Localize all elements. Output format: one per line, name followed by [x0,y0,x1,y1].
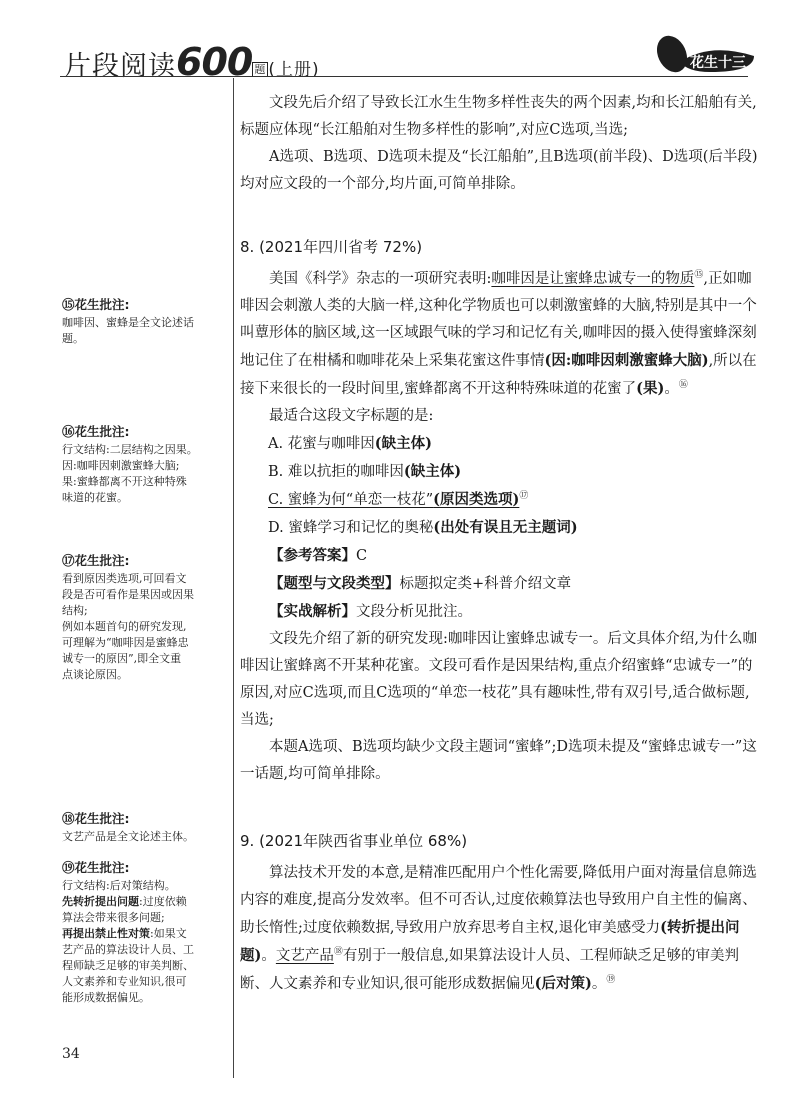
note-ref-17: ⑰ [519,491,529,502]
q8-analysis-p1: 文段先介绍了新的研究发现:咖啡因让蜜蜂忠诚专一。后文具体介绍,为什么咖啡因让蜜蜂离不开某种花蜜。文段可看作是因果结构,重点介绍蜜蜂“忠诚专一”的原因,对应C选项,而且C选项的“单恋一枝花”具有趣味性,带有双引号,适合做标题,当选; [240,631,757,728]
note-title: ⑮花生批注: [62,297,130,312]
type-value: 标题拟定类+科普介绍文章 [399,576,572,592]
q8-answer [240,542,758,570]
answer-label: 【参考答案】 [269,547,356,564]
q8-type [240,570,758,598]
prev-analysis-p2: A选项、B选项、D选项未提及“长江船舶”,且B选项(前半段)、D选项(后半段)均对应文段的一个部分,均片面,可简单排除。 [240,149,758,192]
q8-passage [240,266,758,403]
option-note: (缺主体) [403,463,462,480]
q9-key-term: 文艺产品 [275,948,334,964]
q9-passage-mid: 。 [261,948,276,964]
note-line-bold: 先转折提出问题 [62,895,139,908]
column-divider [233,78,234,1078]
q9-countermeasure-note: (后对策) [534,975,592,992]
note-line-text: 结构; [62,604,88,617]
note-title: ⑰花生批注: [62,553,130,568]
q8-question: 最适合这段文字标题的是: [269,408,434,424]
note-title: ⑯花生批注: [62,424,130,439]
q8-option [240,514,758,542]
note-line-text: 点谈论原因。 [62,668,128,681]
note-line [62,474,222,490]
note-line-text: 人文素养和专业知识,很可 [62,975,187,988]
note-line [62,942,222,958]
sidebar-note-17 [62,553,222,683]
title-char: 题 [254,63,267,76]
note-line-text: 咖啡因、蜜蜂是全文论述话 [62,316,194,329]
q9-problem-note: (转折提出问题) [240,919,740,964]
q8-option [240,430,758,458]
q8-passage-end: 。 [664,381,679,397]
note-line-bold: 再提出禁止性对策 [62,927,150,940]
title-suffix: (上册) [268,60,320,80]
q8-options [240,430,758,542]
option-label: A. 花蜜与咖啡因 [268,436,375,452]
note-line-text: 段是否可看作是果因或因果 [62,588,194,601]
note-title: ⑲花生批注: [62,860,130,875]
title-prefix: 片段阅读 [64,51,176,82]
note-line-text: 看到原因类选项,可回看文 [62,572,187,585]
q8-effect-note: (果) [636,380,665,397]
type-label: 【题型与文段类型】 [269,575,400,592]
note-ref-18: ⑱ [333,947,343,958]
note-line-text: 行文结构:后对策结构。 [62,879,176,892]
note-line [62,894,222,910]
q8-passage-start: 美国《科学》杂志的一项研究表明: [269,271,492,287]
note-line [62,651,222,667]
note-line-text: 可理解为“咖啡因是蜜蜂忠 [62,636,189,649]
note-line [62,315,222,331]
sidebar-note-16 [62,424,222,506]
note-line [62,619,222,635]
note-line [62,926,222,942]
logo-peanut-shape [651,31,692,76]
note-line [62,458,222,474]
question-9 [240,828,758,998]
prev-analysis-p1: 文段先后介绍了导致长江水生生物多样性丧失的两个因素,均和长江船舶有关,标题应体现“长江船舶对生物多样性的影响”,对应C选项,当选; [240,95,757,138]
q9-passage-mid2: 有别于一般信息,如果算法设计人员、工程师缺乏足够的审美判断、人文素养和专业知识,很可能形成数据偏见 [240,948,739,992]
note-line-text: 艺产品的算法设计人员、工 [62,943,194,956]
note-line-text: 例如本题首句的研究发现, [62,620,187,633]
q9-passage [240,860,758,998]
note-line [62,571,222,587]
note-line [62,910,222,926]
note-line [62,587,222,603]
note-line-text: 诚专一的原因”,即全文重 [62,652,182,665]
note-line [62,603,222,619]
option-label: C. 蜜蜂为何“单恋一枝花” [268,492,434,508]
page-header [0,0,800,84]
prev-analysis [240,90,758,198]
book-title [64,40,320,84]
note-line [62,490,222,506]
note-title: ⑱花生批注: [62,811,130,826]
note-line-text: :过度依赖 [139,895,187,908]
note-ref-15: ⑮ [694,270,704,281]
option-note: (出处有误且无主题词) [433,519,578,536]
note-line-text: 算法会带来很多问题; [62,911,165,924]
question-8 [240,234,758,788]
analysis-label: 【实战解析】 [269,603,356,620]
q8-key-sentence: 咖啡因是让蜜蜂忠诚专一的物质 [491,271,695,287]
q8-option [240,486,758,514]
q8-analysis [240,598,758,626]
q8-option [240,458,758,486]
note-line-text: :如果文 [150,927,187,940]
sidebar-note-15 [62,297,222,347]
note-line [62,974,222,990]
option-label: B. 难以抗拒的咖啡因 [268,464,404,480]
note-line-text: 能形成数据偏见。 [62,991,150,1004]
note-line-text: 因:咖啡因刺激蜜蜂大脑; [62,459,180,472]
q9-passage-start: 算法技术开发的本意,是精准匹配用户个性化需要,降低用户面对海量信息筛选内容的难度,提高分发效率。但不可否认,过度依赖算法也导致用户自主性的偏离、助长惰性;过度依赖数据,导致用户放弃思考自主权,退化审美感受力 [240,865,757,936]
page-number: 34 [62,1046,80,1062]
q8-passage-mid: ,正如咖啡因会刺激人类的大脑一样,这种化学物质也可以刺激蜜蜂的大脑,特别是其中一个叫蕈形体的脑区域,这一区域跟气味的学习和记忆有关,咖啡因的摄入使得蜜蜂深刻地记住了在柑橘和咖啡花朵上采集花蜜这件事情 [240,271,757,369]
note-line-text: 题。 [62,332,84,345]
note-line [62,667,222,683]
note-line-text: 程师缺乏足够的审美判断、 [62,959,194,972]
title-number: 600 [176,40,253,84]
note-line-text: 果:蜜蜂都离不开这种特殊 [62,475,187,488]
q9-header: 9. (2021年陕西省事业单位 68%) [240,832,468,850]
option-label: D. 蜜蜂学习和记忆的奥秘 [268,520,434,536]
note-ref-19: ⑲ [606,975,616,986]
note-line-text: 文艺产品是全文论述主体。 [62,830,194,843]
answer-value: C [356,548,368,564]
q8-cause-note: (因:咖啡因刺激蜜蜂大脑) [544,352,709,369]
note-line [62,878,222,894]
option-note: (原因类选项) [433,491,520,508]
note-line [62,331,222,347]
note-line [62,829,222,845]
analysis-value: 文段分析见批注。 [356,604,472,620]
note-line [62,442,222,458]
q8-header: 8. (2021年四川省考 72%) [240,238,423,256]
header-rule [60,76,748,77]
sidebar-note-19 [62,860,222,1006]
note-line-text: 行文结构:二层结构之因果。 [62,443,198,456]
option-note: (缺主体) [374,435,432,452]
q9-passage-end: 。 [591,976,607,992]
q8-passage-mid2: ,所以在接下来很长的一段时间里,蜜蜂都离不开这种特殊味道的花蜜了 [240,353,757,397]
note-line [62,990,222,1006]
note-ref-16: ⑯ [678,380,688,391]
sidebar-note-18 [62,811,222,845]
note-line [62,635,222,651]
note-line-text: 味道的花蜜。 [62,491,128,504]
logo-text: 花生十三 [690,55,746,71]
peanut-logo [650,28,760,76]
q8-analysis-p2: 本题A选项、B选项均缺少文段主题词“蜜蜂”;D选项未提及“蜜蜂忠诚专一”这一话题,均可简单排除。 [240,739,757,782]
note-line [62,958,222,974]
